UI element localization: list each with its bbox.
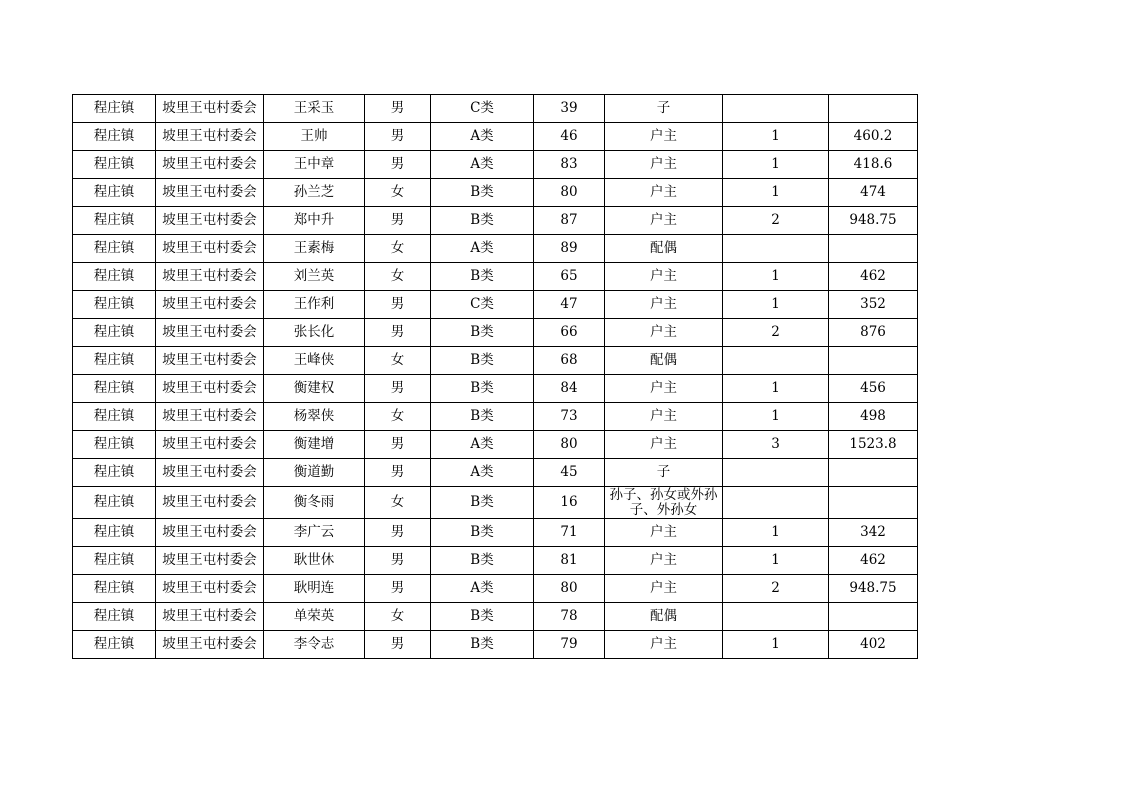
- household-size-cell: [723, 603, 829, 631]
- village-committee-cell: 坡里王屯村委会: [156, 123, 264, 151]
- category-cell: B类: [431, 631, 534, 659]
- village-committee-cell: 坡里王屯村委会: [156, 207, 264, 235]
- village-committee-cell: 坡里王屯村委会: [156, 291, 264, 319]
- town-cell: 程庄镇: [73, 263, 156, 291]
- relation-cell: 孙子、孙女或外孙子、外孙女: [605, 487, 723, 519]
- gender-cell: 男: [365, 95, 431, 123]
- relation-cell: 户主: [605, 403, 723, 431]
- age-cell: 89: [534, 235, 605, 263]
- town-cell: 程庄镇: [73, 547, 156, 575]
- name-cell: 衡建增: [264, 431, 365, 459]
- town-cell: 程庄镇: [73, 207, 156, 235]
- gender-cell: 男: [365, 547, 431, 575]
- table-row: [73, 519, 918, 547]
- category-cell: B类: [431, 319, 534, 347]
- household-size-cell: [723, 459, 829, 487]
- gender-cell: 男: [365, 431, 431, 459]
- age-cell: 71: [534, 519, 605, 547]
- table-row: [73, 263, 918, 291]
- village-committee-cell: 坡里王屯村委会: [156, 319, 264, 347]
- household-size-cell: 1: [723, 263, 829, 291]
- category-cell: B类: [431, 179, 534, 207]
- age-cell: 45: [534, 459, 605, 487]
- category-cell: B类: [431, 603, 534, 631]
- gender-cell: 男: [365, 151, 431, 179]
- amount-cell: 948.75: [829, 575, 918, 603]
- table-row: [73, 95, 918, 123]
- table-row: [73, 291, 918, 319]
- name-cell: 孙兰芝: [264, 179, 365, 207]
- relation-cell: 户主: [605, 575, 723, 603]
- village-committee-cell: 坡里王屯村委会: [156, 179, 264, 207]
- name-cell: 王作利: [264, 291, 365, 319]
- name-cell: 衡建权: [264, 375, 365, 403]
- gender-cell: 女: [365, 487, 431, 519]
- name-cell: 杨翠侠: [264, 403, 365, 431]
- category-cell: A类: [431, 431, 534, 459]
- town-cell: 程庄镇: [73, 459, 156, 487]
- age-cell: 87: [534, 207, 605, 235]
- household-size-cell: 1: [723, 291, 829, 319]
- household-size-cell: 2: [723, 319, 829, 347]
- age-cell: 84: [534, 375, 605, 403]
- table-row: [73, 403, 918, 431]
- town-cell: 程庄镇: [73, 575, 156, 603]
- amount-cell: 1523.8: [829, 431, 918, 459]
- relation-cell: 户主: [605, 123, 723, 151]
- age-cell: 65: [534, 263, 605, 291]
- household-size-cell: [723, 235, 829, 263]
- table-row: [73, 179, 918, 207]
- relation-cell: 户主: [605, 207, 723, 235]
- table-row: [73, 487, 918, 519]
- village-committee-cell: 坡里王屯村委会: [156, 519, 264, 547]
- age-cell: 81: [534, 547, 605, 575]
- gender-cell: 男: [365, 123, 431, 151]
- household-size-cell: [723, 95, 829, 123]
- amount-cell: 342: [829, 519, 918, 547]
- relation-cell: 户主: [605, 263, 723, 291]
- amount-cell: 418.6: [829, 151, 918, 179]
- table-row: [73, 347, 918, 375]
- category-cell: A类: [431, 575, 534, 603]
- age-cell: 80: [534, 575, 605, 603]
- name-cell: 衡道勤: [264, 459, 365, 487]
- town-cell: 程庄镇: [73, 603, 156, 631]
- table-row: [73, 207, 918, 235]
- category-cell: B类: [431, 263, 534, 291]
- gender-cell: 男: [365, 631, 431, 659]
- name-cell: 耿世休: [264, 547, 365, 575]
- household-size-cell: 2: [723, 575, 829, 603]
- town-cell: 程庄镇: [73, 235, 156, 263]
- table-row: [73, 547, 918, 575]
- household-size-cell: 1: [723, 151, 829, 179]
- category-cell: B类: [431, 487, 534, 519]
- relation-cell: 户主: [605, 179, 723, 207]
- table-row: [73, 151, 918, 179]
- town-cell: 程庄镇: [73, 291, 156, 319]
- gender-cell: 男: [365, 291, 431, 319]
- relation-cell: 户主: [605, 375, 723, 403]
- amount-cell: [829, 603, 918, 631]
- household-size-cell: [723, 487, 829, 519]
- age-cell: 46: [534, 123, 605, 151]
- gender-cell: 男: [365, 375, 431, 403]
- category-cell: B类: [431, 207, 534, 235]
- village-committee-cell: 坡里王屯村委会: [156, 375, 264, 403]
- relation-cell: 配偶: [605, 603, 723, 631]
- household-size-cell: [723, 347, 829, 375]
- gender-cell: 女: [365, 403, 431, 431]
- gender-cell: 女: [365, 603, 431, 631]
- age-cell: 47: [534, 291, 605, 319]
- village-committee-cell: 坡里王屯村委会: [156, 151, 264, 179]
- age-cell: 68: [534, 347, 605, 375]
- gender-cell: 女: [365, 235, 431, 263]
- name-cell: 王帅: [264, 123, 365, 151]
- town-cell: 程庄镇: [73, 95, 156, 123]
- town-cell: 程庄镇: [73, 347, 156, 375]
- relation-cell: 户主: [605, 547, 723, 575]
- amount-cell: [829, 459, 918, 487]
- amount-cell: 456: [829, 375, 918, 403]
- name-cell: 衡冬雨: [264, 487, 365, 519]
- relation-cell: 配偶: [605, 347, 723, 375]
- table-row: [73, 631, 918, 659]
- name-cell: 王峰侠: [264, 347, 365, 375]
- category-cell: A类: [431, 123, 534, 151]
- age-cell: 16: [534, 487, 605, 519]
- age-cell: 83: [534, 151, 605, 179]
- household-size-cell: 1: [723, 179, 829, 207]
- category-cell: B类: [431, 547, 534, 575]
- town-cell: 程庄镇: [73, 375, 156, 403]
- village-committee-cell: 坡里王屯村委会: [156, 603, 264, 631]
- village-committee-cell: 坡里王屯村委会: [156, 631, 264, 659]
- category-cell: B类: [431, 347, 534, 375]
- village-committee-cell: 坡里王屯村委会: [156, 263, 264, 291]
- table-row: [73, 235, 918, 263]
- relation-cell: 户主: [605, 291, 723, 319]
- town-cell: 程庄镇: [73, 487, 156, 519]
- relation-cell: 户主: [605, 631, 723, 659]
- amount-cell: 352: [829, 291, 918, 319]
- village-committee-cell: 坡里王屯村委会: [156, 459, 264, 487]
- table-body: [73, 95, 918, 659]
- town-cell: 程庄镇: [73, 123, 156, 151]
- gender-cell: 男: [365, 319, 431, 347]
- table-row: [73, 123, 918, 151]
- category-cell: A类: [431, 235, 534, 263]
- amount-cell: 462: [829, 547, 918, 575]
- gender-cell: 男: [365, 207, 431, 235]
- village-committee-cell: 坡里王屯村委会: [156, 575, 264, 603]
- age-cell: 78: [534, 603, 605, 631]
- gender-cell: 女: [365, 263, 431, 291]
- age-cell: 39: [534, 95, 605, 123]
- age-cell: 73: [534, 403, 605, 431]
- village-committee-cell: 坡里王屯村委会: [156, 487, 264, 519]
- name-cell: 耿明连: [264, 575, 365, 603]
- amount-cell: [829, 487, 918, 519]
- town-cell: 程庄镇: [73, 151, 156, 179]
- village-committee-cell: 坡里王屯村委会: [156, 431, 264, 459]
- household-size-cell: 1: [723, 123, 829, 151]
- household-size-cell: 1: [723, 547, 829, 575]
- village-committee-cell: 坡里王屯村委会: [156, 347, 264, 375]
- village-committee-cell: 坡里王屯村委会: [156, 95, 264, 123]
- name-cell: 王采玉: [264, 95, 365, 123]
- amount-cell: 876: [829, 319, 918, 347]
- age-cell: 80: [534, 431, 605, 459]
- gender-cell: 男: [365, 459, 431, 487]
- name-cell: 郑中升: [264, 207, 365, 235]
- village-committee-cell: 坡里王屯村委会: [156, 403, 264, 431]
- category-cell: B类: [431, 375, 534, 403]
- name-cell: 单荣英: [264, 603, 365, 631]
- amount-cell: 462: [829, 263, 918, 291]
- amount-cell: 498: [829, 403, 918, 431]
- village-committee-cell: 坡里王屯村委会: [156, 235, 264, 263]
- amount-cell: [829, 347, 918, 375]
- relation-cell: 子: [605, 459, 723, 487]
- household-size-cell: 1: [723, 519, 829, 547]
- table-row: [73, 319, 918, 347]
- table-row: [73, 431, 918, 459]
- category-cell: C类: [431, 95, 534, 123]
- relation-cell: 子: [605, 95, 723, 123]
- relation-cell: 配偶: [605, 235, 723, 263]
- amount-cell: 460.2: [829, 123, 918, 151]
- amount-cell: 948.75: [829, 207, 918, 235]
- age-cell: 80: [534, 179, 605, 207]
- relation-cell: 户主: [605, 151, 723, 179]
- town-cell: 程庄镇: [73, 519, 156, 547]
- household-size-cell: 2: [723, 207, 829, 235]
- category-cell: C类: [431, 291, 534, 319]
- age-cell: 79: [534, 631, 605, 659]
- gender-cell: 女: [365, 179, 431, 207]
- gender-cell: 女: [365, 347, 431, 375]
- household-size-cell: 1: [723, 403, 829, 431]
- town-cell: 程庄镇: [73, 179, 156, 207]
- name-cell: 刘兰英: [264, 263, 365, 291]
- table-row: [73, 375, 918, 403]
- name-cell: 李令志: [264, 631, 365, 659]
- name-cell: 王素梅: [264, 235, 365, 263]
- table-row: [73, 459, 918, 487]
- category-cell: B类: [431, 519, 534, 547]
- relation-cell: 户主: [605, 319, 723, 347]
- amount-cell: 474: [829, 179, 918, 207]
- gender-cell: 男: [365, 519, 431, 547]
- table-row: [73, 603, 918, 631]
- household-size-cell: 3: [723, 431, 829, 459]
- category-cell: A类: [431, 151, 534, 179]
- data-table: [72, 94, 918, 659]
- town-cell: 程庄镇: [73, 631, 156, 659]
- town-cell: 程庄镇: [73, 431, 156, 459]
- category-cell: A类: [431, 459, 534, 487]
- household-size-cell: 1: [723, 631, 829, 659]
- town-cell: 程庄镇: [73, 403, 156, 431]
- name-cell: 李广云: [264, 519, 365, 547]
- amount-cell: 402: [829, 631, 918, 659]
- category-cell: B类: [431, 403, 534, 431]
- relation-cell: 户主: [605, 431, 723, 459]
- table-row: [73, 575, 918, 603]
- amount-cell: [829, 95, 918, 123]
- age-cell: 66: [534, 319, 605, 347]
- relation-cell: 户主: [605, 519, 723, 547]
- name-cell: 张长化: [264, 319, 365, 347]
- name-cell: 王中章: [264, 151, 365, 179]
- gender-cell: 男: [365, 575, 431, 603]
- village-committee-cell: 坡里王屯村委会: [156, 547, 264, 575]
- town-cell: 程庄镇: [73, 319, 156, 347]
- household-size-cell: 1: [723, 375, 829, 403]
- amount-cell: [829, 235, 918, 263]
